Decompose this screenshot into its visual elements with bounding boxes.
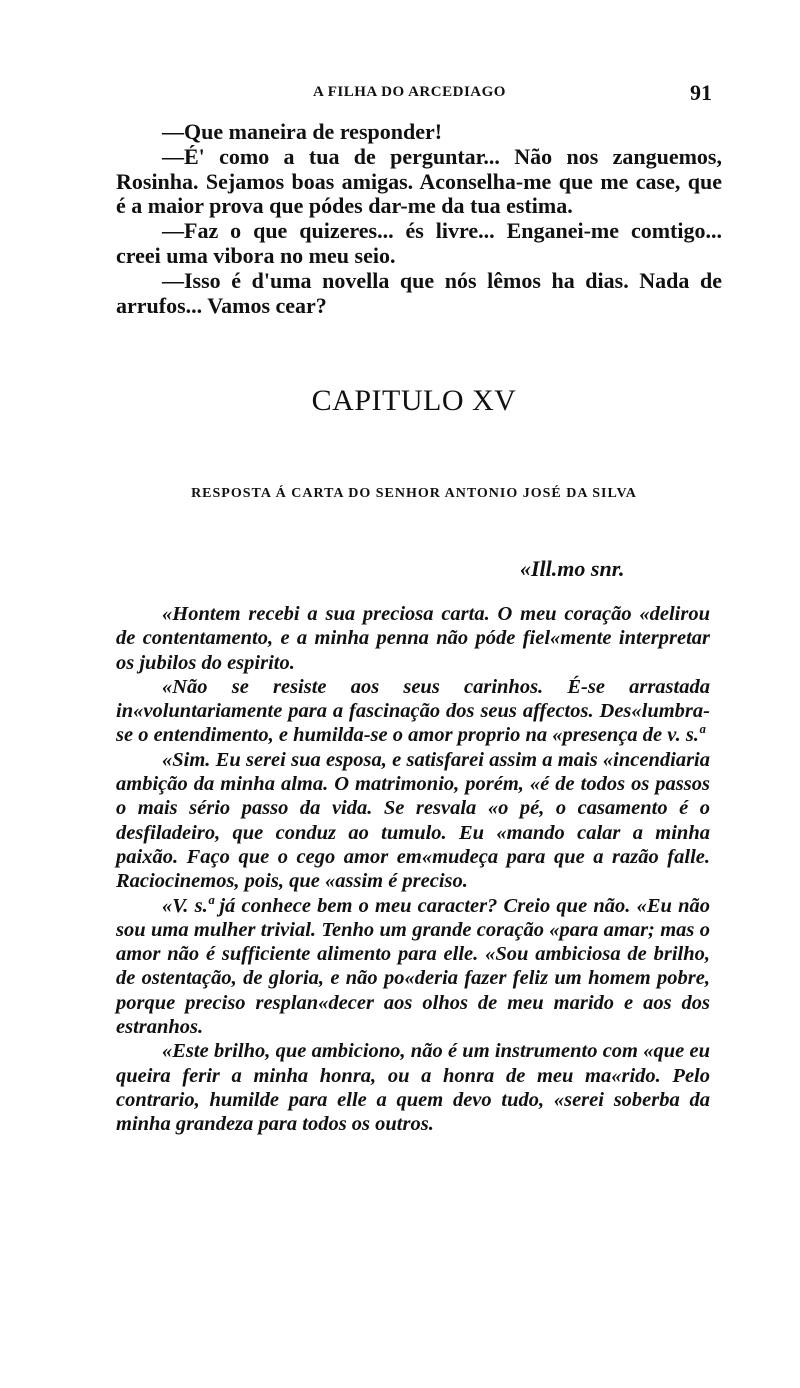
letter-body	[116, 602, 710, 1137]
dialogue-line: —É' como a tua de perguntar... Não nos zanguemos, Rosinha. Sejamos boas amigas. Aconselha-me que me case, que é a maior prova que pódes dar-me da tua estima.	[116, 143, 722, 219]
chapter-subtitle: RESPOSTA Á CARTA DO SENHOR ANTONIO JOSÉ DA SILVA	[191, 486, 637, 501]
dialogue-block	[116, 120, 722, 318]
letter-paragraph: «Não se resiste aos seus carinhos. É-se arrastada in«voluntariamente para a fascinação dos seus affectos. Des«lumbra-se o entendimento, e humilda-se o amor proprio na «presença de v. s.ª	[116, 675, 710, 747]
letter-paragraph: «Este brilho, que ambiciono, não é um instrumento com «que eu queira ferir a minha honra, ou a honra de meu ma«rido. Pelo contrario, humilde para elle a quem devo tudo, «serei soberba da minha grandeza para todos os outros.	[116, 1040, 710, 1136]
running-title: A FILHA DO ARCEDIAGO	[313, 84, 506, 100]
running-head	[0, 82, 800, 106]
dialogue-line: —Isso é d'uma novella que nós lêmos ha dias. Nada de arrufos... Vamos cear?	[116, 267, 722, 318]
letter-paragraph: «Hontem recebi a sua preciosa carta. O meu coração «delirou de contentamento, e a minha penna não póde fiel«mente interpretar os jubilos do espirito.	[116, 603, 710, 674]
dialogue-line: —Faz o que quizeres... és livre... Enganei-me comtigo... creei uma vibora no meu seio.	[116, 218, 722, 268]
letter-paragraph: «V. s.ª já conhece bem o meu caracter? Creio que não. «Eu não sou uma mulher trivial. Tenho um grande coração «para amar; mas o amor não é sufficiente alimento para elle. «Sou ambiciosa de brilho, de ostentação, de gloria, e não po«deria fazer feliz um homem pobre, porque preciso resplan«decer aos olhos de meu marido e aos dos estranhos.	[116, 894, 710, 1039]
letter-salutation: «Ill.mo snr.	[520, 556, 625, 581]
chapter-title: CAPITULO XV	[311, 384, 517, 417]
dialogue-line: —Que maneira de responder!	[162, 119, 443, 144]
page-number: 91	[690, 80, 712, 105]
letter-paragraph: «Sim. Eu serei sua esposa, e satisfarei assim a mais «incendiaria ambição da minha alma. O matrimonio, porém, «é de todos os passos o mais sério passo da vida. Se resvala «o pé, o casamento é o desfiladeiro, que conduz ao tumulo. Eu «mando calar a minha paixão. Faço que o cego amor em«mudeça para que a razão falle. Raciocinemos, pois, que «assim é preciso.	[116, 748, 710, 893]
